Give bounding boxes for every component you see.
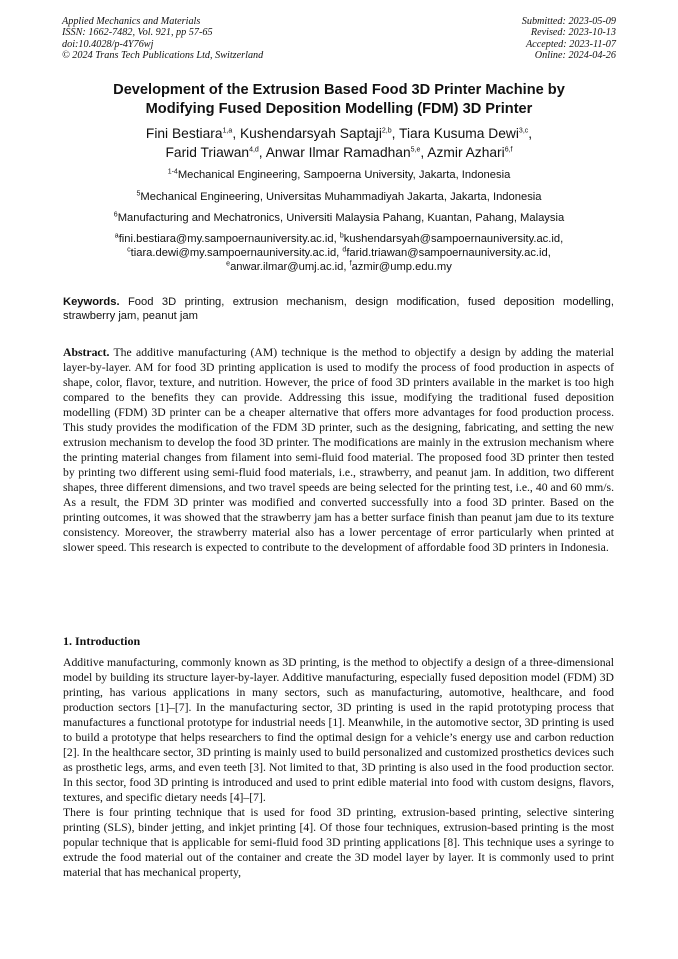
affiliation-3 — [20, 211, 658, 225]
affiliation-1 — [20, 168, 658, 182]
email-link[interactable]: kushendarsyah@sampoernauniversity.ac.id, — [343, 233, 564, 245]
author-name: Kushendarsyah Saptaji — [239, 126, 382, 141]
paragraph: There is four printing technique that is used for food 3D printing, extrusion-based printing, selective sintering printing (SLS), binder jetting, and inkjet printing [4]. Of those four techniques, extrusion-based printing is the most popular technique that is applicable for semi-fluid food 3D printing applications [8]. This technique uses a syringe to extrude the food material out of the container and create the 3D model layer by layer. It is commonly used to print material that has mechanical property, — [63, 806, 614, 879]
keywords-label: Keywords. — [63, 296, 120, 308]
paragraph: Additive manufacturing, commonly known as 3D printing, is the method to objectify a design of a three-dimensional model by building its structure layer-by-layer. Additive manufacturing, especially fused deposition model (FDM) 3D printing, has various applications in many sectors, such as manufacturing, automotive, healthcare, and food production sectors [1]–[7]. In the manufacturing sector, 3D printing is used in the rapid prototyping process that manufactures a functional prototype for industrial needs [1]. Meanwhile, in the automotive sector, 3D printing is used to build a prototype that helps researchers to find the optimal design for a vehicle’s energy use and carbon reduction [2]. In the healthcare sector, 3D printing is mainly used to build personalized and customized prosthetics devices such as prosthetic legs, arms, and even teeth [3]. Not limited to that, 3D printing is also used in the food production sector. In this sector, food 3D printing is introduced and used to print edible material into food with custom designs, flavors, textures, and specific dietary needs [4]–[7]. — [63, 656, 614, 804]
title-line-1: Development of the Extrusion Based Food 3D Printer Machine by — [113, 82, 565, 98]
author-sup: 5,e — [410, 146, 421, 154]
accepted-date: Accepted: 2023-11-07 — [525, 38, 616, 50]
email-sup: a — [114, 232, 119, 240]
abstract — [63, 345, 614, 555]
journal-info — [62, 16, 263, 62]
author-sup: 4,d — [249, 146, 259, 154]
affiliation-text: Mechanical Engineering, Sampoerna University, Jakarta, Indonesia — [177, 169, 511, 181]
section-heading: 1. Introduction — [63, 634, 141, 648]
email-link[interactable]: azmir@ump.edu.my — [351, 261, 452, 273]
email-link[interactable]: anwar.ilmar@umj.ac.id, — [230, 261, 350, 273]
author-emails — [40, 232, 638, 274]
author-name: Azmir Azhari — [427, 145, 505, 160]
email-link[interactable]: farid.triawan@sampoernauniversity.ac.id, — [346, 247, 551, 259]
doi: doi:10.4028/p-4Y76wj — [62, 38, 154, 50]
submitted-date: Submitted: 2023-05-09 — [521, 16, 616, 27]
author-name: Farid Triawan — [165, 145, 250, 160]
affiliation-text: Mechanical Engineering, Universitas Muhammadiyah Jakarta, Jakarta, Indonesia — [140, 191, 542, 203]
author-name: Anwar Ilmar Ramadhan — [265, 145, 411, 160]
author-name: Tiara Kusuma Dewi — [399, 126, 519, 141]
introduction-body — [63, 655, 614, 880]
affiliation-sup: 1-4 — [167, 168, 178, 176]
email-link[interactable]: tiara.dewi@my.sampoernauniversity.ac.id, — [130, 247, 343, 259]
journal-name: Applied Mechanics and Materials — [62, 16, 201, 27]
keywords — [63, 295, 614, 324]
email-sup: b — [339, 232, 344, 240]
author-sup: 1,a — [222, 127, 233, 135]
author-list: Fini Bestiara$^{1,a}$, Kushendarsyah Saptaji$^{2,b}$, Tiara Kusuma Dewi$^{3,c}$, Farid Triawan$^{4,d}$, Anwar Ilmar Ramadhan$^{5,e}$, Azmir Azhari$^{6,f}$ — [145, 126, 533, 160]
issn: ISSN: 1662-7482, Vol. 921, pp 57-65 — [62, 27, 213, 39]
email-link[interactable]: fini.bestiara@my.sampoernauniversity.ac.id, — [118, 233, 340, 245]
revised-date: Revised: 2023-10-13 — [530, 27, 616, 39]
email-sup: f — [349, 260, 352, 268]
affiliation-2 — [20, 190, 658, 204]
abstract-label: Abstract. — [63, 346, 110, 359]
paper-title — [40, 81, 638, 119]
online-date: Online: 2024-04-26 — [534, 50, 616, 62]
affiliation-sup: 5 — [136, 190, 141, 198]
title-line-2: Modifying Fused Deposition Modelling (FDM) 3D Printer — [145, 101, 533, 117]
email-sup: d — [342, 246, 347, 254]
email-sup: e — [226, 260, 231, 268]
keywords-text: Food 3D printing, extrusion mechanism, design modification, fused deposition modelling, strawberry jam, peanut jam — [63, 296, 614, 323]
author-sup: 6,f — [504, 146, 513, 154]
publication-dates — [522, 16, 616, 62]
author-sup: 3,c — [518, 127, 529, 135]
copyright: © 2024 Trans Tech Publications Ltd, Switzerland — [62, 50, 264, 62]
author-name: Fini Bestiara — [145, 126, 223, 141]
author-sup: 2,b — [381, 127, 392, 135]
affiliation-sup: 6 — [113, 211, 118, 219]
email-sup: c — [127, 246, 131, 254]
affiliation-text: Manufacturing and Mechatronics, Universiti Malaysia Pahang, Kuantan, Pahang, Malaysia — [117, 212, 565, 224]
abstract-text: The additive manufacturing (AM) technique is the method to objectify a design by adding the material layer-by-layer. AM for food 3D printing application is used to modify the process of food production in aspects of shape, color, flavor, texture, and nutrition. However, the price of food 3D printers available in the market is too high compared to the benefits they can provide. Addressing this issue, modifying the traditional fused deposition modelling (FDM) 3D printer can be a cheaper alternative that offers more advantages for food production process. This study provides the modification of the FDM 3D printer, such as the designing, fabricating, and setting the new extrusion mechanism to develop the food 3D printer. The modifications are mainly in the extrusion mechanism where the printing material changes from filament into semi-fluid food material. The proposed food 3D printer then tested by printing two different using semi-fluid food materials, i.e., strawberry, and peanut jam. In addition, two different shapes, three different dimensions, and two travel speeds are being selected for the printing test, i.e., 40 and 60 mm/s. As a result, the FDM 3D printer was modified and converted successfully into a food 3D printer. Based on the printing outcomes, it was showed that the strawberry jam has a better surface finish than peanut jam due to its texture consistency. Moreover, the strawberry material also has a lower percentage of error particularly when printed at slower speed. This research is expected to contribute to the development of affordable food 3D printers in Indonesia. — [63, 346, 614, 554]
